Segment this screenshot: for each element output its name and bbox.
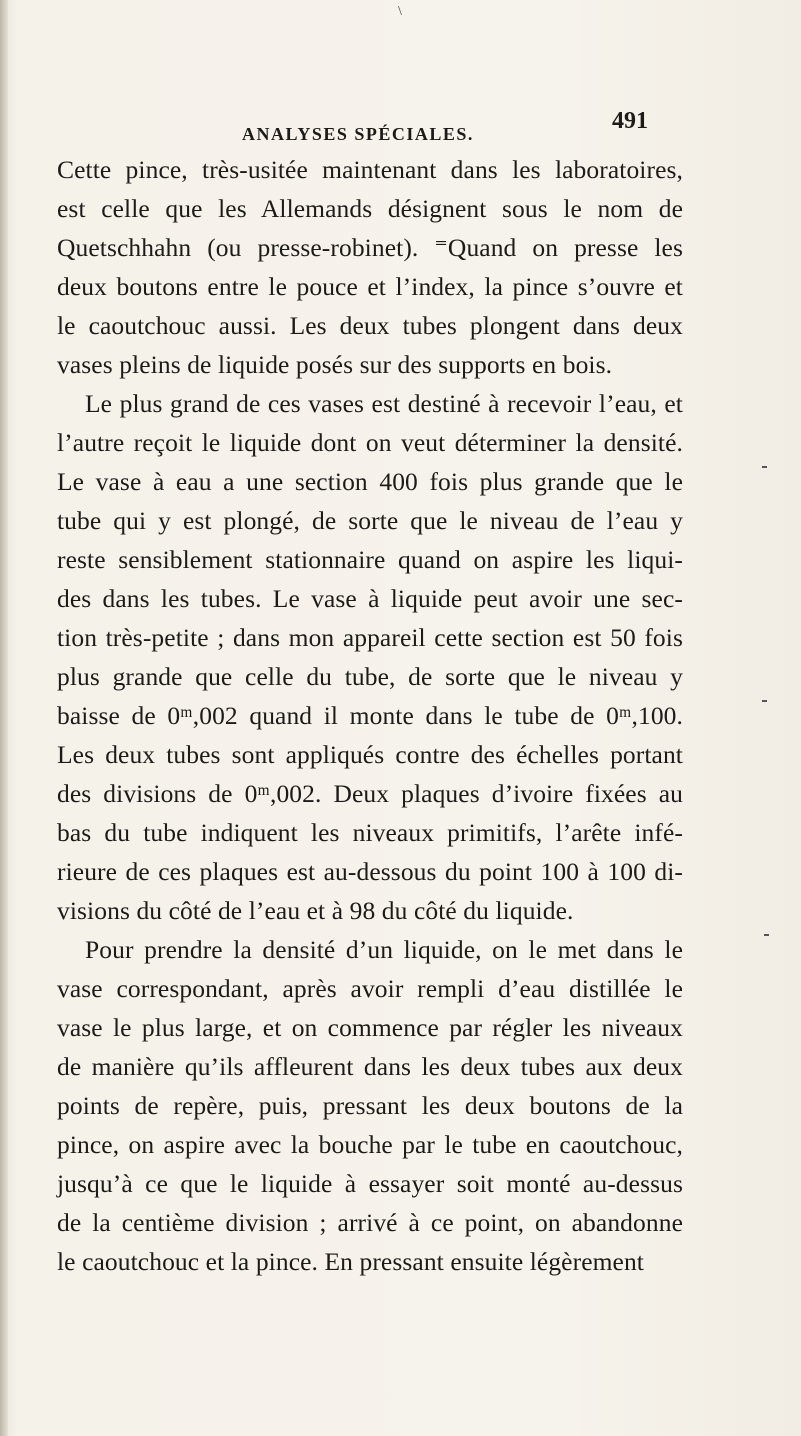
text-line: rieure de ces plaques est au-dessous du point 100 à 100 di- [57,857,683,886]
page-number: 491 [612,108,648,134]
text-line: deux boutons entre le pouce et l’index, la pince s’ouvre et [57,272,683,301]
text-line: de la centième division ; arrivé à ce point, on abandonne [57,1208,683,1237]
text-line: pince, on aspire avec la bouche par le tube en caoutchouc, [57,1130,683,1159]
text-line: plus grande que celle du tube, de sorte que le niveau y [57,662,683,691]
text-line: vase correspondant, après avoir rempli d’eau distillée le [57,974,683,1003]
text-line: vase le plus large, et on commence par régler les niveaux [57,1013,683,1042]
text-line: l’autre reçoit le liquide dont on veut déterminer la densité. [57,428,683,457]
text-line: des dans les tubes. Le vase à liquide peut avoir une sec- [57,584,683,613]
text-line: le caoutchouc aussi. Les deux tubes plongent dans deux [57,311,683,340]
text-line: Le plus grand de ces vases est destiné à recevoir l’eau, et [85,389,683,418]
text-line: Les deux tubes sont appliqués contre des échelles portant [57,740,683,769]
text-line: points de repère, puis, pressant les deux boutons de la [57,1091,683,1120]
text-line: Le vase à eau a une section 400 fois plus grande que le [57,467,683,496]
text-line: tube qui y est plongé, de sorte que le niveau de l’eau y [57,506,683,535]
text-line: jusqu’à ce que le liquide à essayer soit monté au-dessus [57,1169,683,1198]
running-head: ANALYSES SPÉCIALES. [242,124,474,144]
margin-speck [762,700,767,702]
body-text [57,150,683,1281]
text-line: reste sensiblement stationnaire quand on aspire les liqui- [57,545,683,574]
margin-speck [762,466,767,468]
text-line: Cette pince, très-usitée maintenant dans les laboratoires, [57,155,683,184]
page-gutter-edge [0,0,8,1436]
text-line: des divisions de 0ᵐ,002. Deux plaques d’ivoire fixées au [57,779,683,808]
text-line: baisse de 0ᵐ,002 quand il monte dans le tube de 0ᵐ,100. [57,701,683,730]
text-line: tion très-petite ; dans mon appareil cette section est 50 fois [57,623,683,652]
margin-speck [764,934,769,936]
top-mark: \ [398,4,402,19]
text-line: de manière qu’ils affleurent dans les deux tubes aux deux [57,1052,683,1081]
text-line: vases pleins de liquide posés sur des supports en bois. [57,350,613,379]
text-line: est celle que les Allemands désignent sous le nom de [57,194,683,223]
text-line: visions du côté de l’eau et à 98 du côté du liquide. [57,896,574,925]
text-line: Pour prendre la densité d’un liquide, on le met dans le [85,935,683,964]
text-line: Quetschhahn (ou presse-robinet). ⁼Quand on presse les [57,233,683,262]
text-line: le caoutchouc et la pince. En pressant ensuite légèrement [57,1247,644,1276]
text-line: bas du tube indiquent les niveaux primitifs, l’arête infé- [57,818,683,847]
